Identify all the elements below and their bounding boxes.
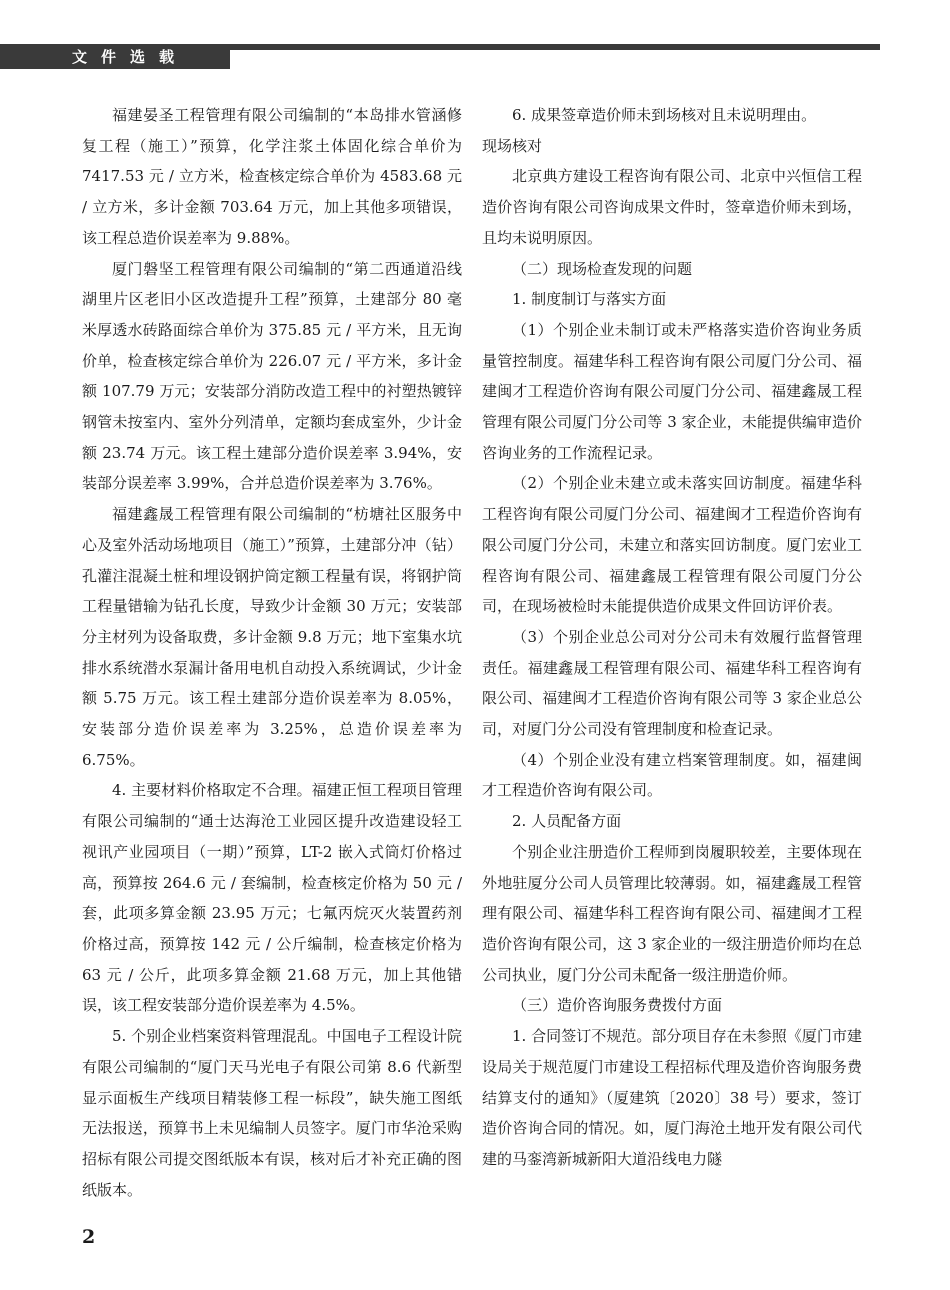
paragraph: 个别企业注册造价工程师到岗履职较差，主要体现在外地驻厦分公司人员管理比较薄弱。如，福建鑫晟工程管理有限公司、福建华科工程咨询有限公司、福建闽才工程造价咨询有限公司，这 3 家企业的一级注册造价师均在总公司执业，厦门分公司未配备一级注册造价师。 xyxy=(482,842,862,984)
paragraph: （1）个别企业未制订或未严格落实造价咨询业务质量管控制度。福建华科工程咨询有限公司厦门分公司、福建闽才工程造价咨询有限公司厦门分公司、福建鑫晟工程管理有限公司厦门分公司等 3 家企业，未能提供编审造价咨询业务的工作流程记录。 xyxy=(482,320,862,462)
paragraph: （4）个别企业没有建立档案管理制度。如，福建闽才工程造价咨询有限公司。 xyxy=(482,750,862,800)
item-heading: 2. 人员配备方面 xyxy=(512,812,622,831)
subsection-heading: （三）造价咨询服务费拨付方面 xyxy=(512,996,723,1015)
right-column xyxy=(482,100,862,1175)
section-label: 文件选载 xyxy=(72,48,189,66)
paragraph: 5. 个别企业档案资料管理混乱。中国电子工程设计院有限公司编制的“厦门天马光电子有限公司第 8.6 代新型显示面板生产线项目精装修工程一标段”，缺失施工图纸无法报送，预算书上未见编制人员签字。厦门市华沧采购招标有限公司提交图纸版本有误，核对后才补充正确的图纸版本。 xyxy=(82,1027,462,1199)
page-number: 2 xyxy=(82,1226,96,1248)
paragraph: 4. 主要材料价格取定不合理。福建正恒工程项目管理有限公司编制的“通士达海沧工业园区提升改造建设轻工视讯产业园项目（一期）”预算，LT-2 嵌入式筒灯价格过高，预算按 264.6 元 / 套编制，检查核定价格为 50 元 / 套，此项多算金额 23.95 万元；七氟丙烷灭火装置药剂价格过高，预算按 142 元 / 公斤编制，检查核定价格为 63 元 / 公斤，此项多算金额 21.68 万元，加上其他错误，该工程安装部分造价误差率为 4.5%。 xyxy=(82,781,462,1015)
paragraph: 6. 成果签章造价师未到场核对且未说明理由。 xyxy=(512,106,817,124)
left-column xyxy=(82,100,462,1205)
paragraph: 福建晏圣工程管理有限公司编制的“本岛排水管涵修复工程（施工）”预算，化学注浆土体固化综合单价为 7417.53 元 / 立方米，检查核定综合单价为 4583.68 元 / 立方米，多计金额 703.64 万元，加上其他多项错误，该工程总造价误差率为 9.88%。 xyxy=(82,106,462,247)
section-header-tab xyxy=(0,44,230,69)
item-heading: 1. 制度制订与落实方面 xyxy=(512,290,667,309)
paragraph: 1. 合同签订不规范。部分项目存在未参照《厦门市建设局关于规范厦门市建设工程招标代理及造价咨询服务费结算支付的通知》（厦建筑〔2020〕38 号）要求，签订造价咨询合同的情况。如，厦门海沧土地开发有限公司代建的马銮湾新城新阳大道沿线电力隧 xyxy=(482,1027,862,1168)
paragraph: 福建鑫晟工程管理有限公司编制的“枋塘社区服务中心及室外活动场地项目（施工）”预算，土建部分冲（钻）孔灌注混凝土桩和埋设钢护筒定额工程量有误，将钢护筒工程量错输为钻孔长度，导致少计金额 30 万元；安装部分主材列为设备取费，多计金额 9.8 万元；地下室集水坑排水系统潜水泵漏计备用电机自动投入系统调试，少计金额 5.75 万元。该工程土建部分造价误差率为 8.05%，安装部分造价误差率为 3.25%，总造价误差率为 6.75%。 xyxy=(82,505,462,769)
paragraph: （2）个别企业未建立或未落实回访制度。福建华科工程咨询有限公司厦门分公司、福建闽才工程造价咨询有限公司厦门分公司，未建立和落实回访制度。厦门宏业工程咨询有限公司、福建鑫晟工程管理有限公司厦门分公司，在现场被检时未能提供造价成果文件回访评价表。 xyxy=(482,474,862,616)
paragraph-continuation: 现场核对 xyxy=(482,136,543,155)
paragraph: 北京典方建设工程咨询有限公司、北京中兴恒信工程造价咨询有限公司咨询成果文件时，签章造价师未到场，且均未说明原因。 xyxy=(482,167,862,247)
paragraph: 厦门磐坚工程管理有限公司编制的“第二西通道沿线湖里片区老旧小区改造提升工程”预算，土建部分 80 毫米厚透水砖路面综合单价为 375.85 元 / 平方米，且无询价单，检查核定综合单价为 226.07 元 / 平方米，多计金额 107.79 万元；安装部分消防改造工程中的衬塑热镀锌钢管未按室内、室外分列清单，定额均套成室外，少计金额 23.74 万元。该工程土建部分造价误差率 3.94%，安装部分误差率 3.99%，合并总造价误差率为 3.76%。 xyxy=(82,259,462,493)
paragraph: （3）个别企业总公司对分公司未有效履行监督管理责任。福建鑫晟工程管理有限公司、福建华科工程咨询有限公司、福建闽才工程造价咨询有限公司等 3 家企业总公司，对厦门分公司没有管理制度和检查记录。 xyxy=(482,627,862,739)
subsection-heading: （二）现场检查发现的问题 xyxy=(512,259,693,278)
